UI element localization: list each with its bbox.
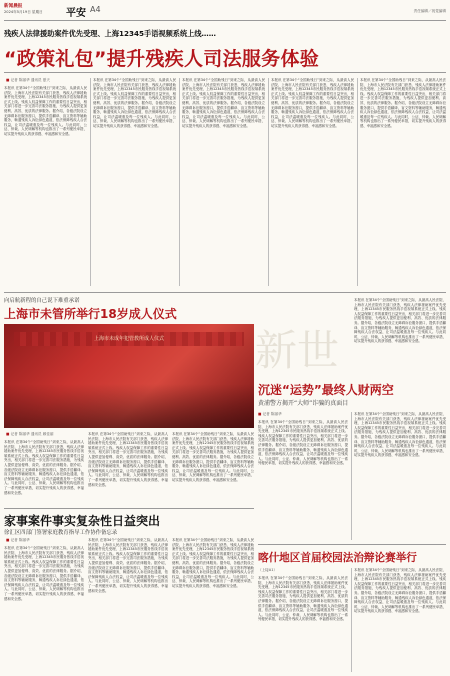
- lead-column-5: 本报讯 在第34个“全国助残日”到来之际，从最高人民法院、上海市人民法院有关部门获悉，残疾人法律援助案件优先受理，上海12345市民服务热线手语视频系统正式上线。残疾人权益保障工作的重要性日益突出，相关部门将进一步完善司法服务措施，为残疾人提供更加便利、高效、优质的法律服务。据介绍，各级法院设立无障碍诉讼服务窗口，提供手语翻译、盲文资料等辅助服务，畅通残疾人诉讼绿色通道，依法保障残疾人合法权益，让司法温暖惠及每一位残疾人。与此同时，公证、仲裁、人民调解等机构也推出了一系列便民举措，切实提升残疾人的获得感、幸福感和安全感。: [360, 78, 446, 128]
- story4-column-1: 本报讯 在第34个“全国助残日”到来之际，从最高人民法院、上海市人民法院有关部门获悉，残疾人法律援助案件优先受理，上海12345市民服务热线手语视频系统正式上线。残疾人权益保障工作的重要性日益突出，相关部门将进一步完善司法服务措施，为残疾人提供更加便利、高效、优质的法律服务。据介绍，各级法院设立无障碍诉讼服务窗口，提供手语翻译、盲文资料等辅助服务，畅通残疾人诉讼绿色通道，依法保障残疾人合法权益，让司法温暖惠及每一位残疾人。与此同时，公证、仲裁、人民调解等机构也推出了一系列便民举措，切实提升残疾人的获得感、幸福感和安全感。: [4, 546, 84, 601]
- story2-column-3: 本报讯 在第34个“全国助残日”到来之际，从最高人民法院、上海市人民法院有关部门获悉，残疾人法律援助案件优先受理，上海12345市民服务热线手语视频系统正式上线。残疾人权益保障工作的重要性日益突出，相关部门将进一步完善司法服务措施，为残疾人提供更加便利、高效、优质的法律服务。据介绍，各级法院设立无障碍诉讼服务窗口，提供手语翻译、盲文资料等辅助服务，畅通残疾人诉讼绿色通道，依法保障残疾人合法权益，让司法温暖惠及每一位残疾人。与此同时，公证、仲裁、人民调解等机构也推出了一系列便民举措，切实提升残疾人的获得感、幸福感和安全感。: [172, 432, 254, 482]
- story2-headline: 上海市未管所举行18岁成人仪式: [4, 307, 177, 321]
- section-name: 平安: [66, 8, 86, 19]
- story5-headline: 喀什地区首届校园法治辩论赛举行: [258, 552, 417, 564]
- column-divider: [90, 78, 91, 286]
- story2-column-1: 本报讯 在第34个“全国助残日”到来之际，从最高人民法院、上海市人民法院有关部门获悉，残疾人法律援助案件优先受理，上海12345市民服务热线手语视频系统正式上线。残疾人权益保障工作的重要性日益突出，相关部门将进一步完善司法服务措施，为残疾人提供更加便利、高效、优质的法律服务。据介绍，各级法院设立无障碍诉讼服务窗口，提供手语翻译、盲文资料等辅助服务，畅通残疾人诉讼绿色通道，依法保障残疾人合法权益，让司法温暖惠及每一位残疾人。与此同时，公证、仲裁、人民调解等机构也推出了一系列便民举措，切实提升残疾人的获得感、幸福感和安全感。: [4, 440, 84, 495]
- masthead-rule: [4, 20, 446, 21]
- section-rule: [4, 292, 446, 293]
- lead-column-3: 本报讯 在第34个“全国助残日”到来之际，从最高人民法院、上海市人民法院有关部门获悉，残疾人法律援助案件优先受理，上海12345市民服务热线手语视频系统正式上线。残疾人权益保障工作的重要性日益突出，相关部门将进一步完善司法服务措施，为残疾人提供更加便利、高效、优质的法律服务。据介绍，各级法院设立无障碍诉讼服务窗口，提供手语翻译、盲文资料等辅助服务，畅通残疾人诉讼绿色通道，依法保障残疾人合法权益，让司法温暖惠及每一位残疾人。与此同时，公证、仲裁、人民调解等机构也推出了一系列便民举措，切实提升残疾人的获得感、幸福感和安全感。: [182, 78, 265, 128]
- story5-column-2: 本报讯 在第34个“全国助残日”到来之际，从最高人民法院、上海市人民法院有关部门获悉，残疾人法律援助案件优先受理，上海12345市民服务热线手语视频系统正式上线。残疾人权益保障工作的重要性日益突出，相关部门将进一步完善司法服务措施，为残疾人提供更加便利、高效、优质的法律服务。据介绍，各级法院设立无障碍诉讼服务窗口，提供手语翻译、盲文资料等辅助服务，畅通残疾人诉讼绿色通道，依法保障残疾人合法权益，让司法温暖惠及每一位残疾人。与此同时，公证、仲裁、人民调解等机构也推出了一系列便民举措，切实提升残疾人的获得感、幸福感和安全感。: [354, 568, 446, 614]
- byline-marker: ■: [6, 78, 10, 82]
- story4-subhead: 徐汇区四部门签署家庭教育指导工作协作备忘录: [4, 530, 118, 536]
- column-divider: [179, 78, 180, 286]
- story3-subhead: 黄浦警方揭开“大师”诈骗的真面目: [258, 400, 349, 407]
- lead-column-2: 本报讯 在第34个“全国助残日”到来之际，从最高人民法院、上海市人民法院有关部门获悉，残疾人法律援助案件优先受理，上海12345市民服务热线手语视频系统正式上线。残疾人权益保障工作的重要性日益突出，相关部门将进一步完善司法服务措施，为残疾人提供更加便利、高效、优质的法律服务。据介绍，各级法院设立无障碍诉讼服务窗口，提供手语翻译、盲文资料等辅助服务，畅通残疾人诉讼绿色通道，依法保障残疾人合法权益，让司法温暖惠及每一位残疾人。与此同时，公证、仲裁、人民调解等机构也推出了一系列便民举措，切实提升残疾人的获得感、幸福感和安全感。: [93, 78, 176, 128]
- byline-marker: ■: [258, 412, 262, 416]
- issue-date: 2024年5月19日 星期日: [4, 10, 43, 14]
- column-divider: [268, 78, 269, 286]
- story3-column-2: 本报讯 在第34个“全国助残日”到来之际，从最高人民法院、上海市人民法院有关部门获悉，残疾人法律援助案件优先受理，上海12345市民服务热线手语视频系统正式上线。残疾人权益保障工作的重要性日益突出，相关部门将进一步完善司法服务措施，为残疾人提供更加便利、高效、优质的法律服务。据介绍，各级法院设立无障碍诉讼服务窗口，提供手语翻译、盲文资料等辅助服务，畅通残疾人诉讼绿色通道，依法保障残疾人合法权益，让司法温暖惠及每一位残疾人。与此同时，公证、仲裁、人民调解等机构也推出了一系列便民举措，切实提升残疾人的获得感、幸福感和安全感。: [354, 412, 446, 458]
- lead-column-1: 本报讯 在第34个“全国助残日”到来之际，从最高人民法院、上海市人民法院有关部门获悉，残疾人法律援助案件优先受理，上海12345市民服务热线手语视频系统正式上线。残疾人权益保障工作的重要性日益突出，相关部门将进一步完善司法服务措施，为残疾人提供更加便利、高效、优质的法律服务。据介绍，各级法院设立无障碍诉讼服务窗口，提供手语翻译、盲文资料等辅助服务，畅通残疾人诉讼绿色通道，依法保障残疾人合法权益，让司法温暖惠及每一位残疾人。与此同时，公证、仲裁、人民调解等机构也推出了一系列便民举措，切实提升残疾人的获得感、幸福感和安全感。: [4, 86, 87, 136]
- section-rule: [4, 508, 254, 509]
- column-divider: [351, 412, 352, 540]
- story3-byline: [258, 412, 282, 417]
- story2-byline-text: 记者 陈丽华 通讯员 顾佳丽: [10, 432, 54, 436]
- story2-kicker: 向启航新程的自己说下难重承诺: [4, 298, 80, 304]
- story4-column-3: 本报讯 在第34个“全国助残日”到来之际，从最高人民法院、上海市人民法院有关部门获悉，残疾人法律援助案件优先受理，上海12345市民服务热线手语视频系统正式上线。残疾人权益保障工作的重要性日益突出，相关部门将进一步完善司法服务措施，为残疾人提供更加便利、高效、优质的法律服务。据介绍，各级法院设立无障碍诉讼服务窗口，提供手语翻译、盲文资料等辅助服务，畅通残疾人诉讼绿色通道，依法保障残疾人合法权益，让司法温暖惠及每一位残疾人。与此同时，公证、仲裁、人民调解等机构也推出了一系列便民举措，切实提升残疾人的获得感、幸福感和安全感。: [172, 538, 254, 588]
- story3-column-1: 本报讯 在第34个“全国助残日”到来之际，从最高人民法院、上海市人民法院有关部门获悉，残疾人法律援助案件优先受理，上海12345市民服务热线手语视频系统正式上线。残疾人权益保障工作的重要性日益突出，相关部门将进一步完善司法服务措施，为残疾人提供更加便利、高效、优质的法律服务。据介绍，各级法院设立无障碍诉讼服务窗口，提供手语翻译、盲文资料等辅助服务，畅通残疾人诉讼绿色通道，依法保障残疾人合法权益，让司法温暖惠及每一位残疾人。与此同时，公证、仲裁、人民调解等机构也推出了一系列便民举措，切实提升残疾人的获得感、幸福感和安全感。: [258, 420, 348, 466]
- lead-rule: [4, 72, 446, 73]
- story3-top-right: 本报讯 在第34个“全国助残日”到来之际，从最高人民法院、上海市人民法院有关部门获悉，残疾人法律援助案件优先受理，上海12345市民服务热线手语视频系统正式上线。残疾人权益保障工作的重要性日益突出，相关部门将进一步完善司法服务措施，为残疾人提供更加便利、高效、优质的法律服务。据介绍，各级法院设立无障碍诉讼服务窗口，提供手语翻译、盲文资料等辅助服务，畅通残疾人诉讼绿色通道，依法保障残疾人合法权益，让司法温暖惠及每一位残疾人。与此同时，公证、仲裁、人民调解等机构也推出了一系列便民举措，切实提升残疾人的获得感、幸福感和安全感。: [354, 298, 446, 344]
- photo-crowd: [4, 384, 254, 428]
- story2-byline: [6, 432, 54, 437]
- byline-marker: ■: [6, 538, 10, 542]
- paper-name: 新闻晨报: [4, 4, 23, 9]
- story2-photo: [4, 324, 254, 428]
- lead-byline-text: 记者 陈丽华 通讯员 夏天: [10, 78, 50, 82]
- lead-column-4: 本报讯 在第34个“全国助残日”到来之际，从最高人民法院、上海市人民法院有关部门获悉，残疾人法律援助案件优先受理，上海12345市民服务热线手语视频系统正式上线。残疾人权益保障工作的重要性日益突出，相关部门将进一步完善司法服务措施，为残疾人提供更加便利、高效、优质的法律服务。据介绍，各级法院设立无障碍诉讼服务窗口，提供手语翻译、盲文资料等辅助服务，畅通残疾人诉讼绿色通道，依法保障残疾人合法权益，让司法温暖惠及每一位残疾人。与此同时，公证、仲裁、人民调解等机构也推出了一系列便民举措，切实提升残疾人的获得感、幸福感和安全感。: [271, 78, 354, 128]
- story5-byline: （上接A1）: [258, 568, 278, 572]
- lead-byline: [6, 78, 50, 83]
- editor-credits: 责任编辑／视觉编辑: [413, 9, 446, 13]
- masthead: [4, 3, 446, 19]
- byline-marker: ■: [6, 432, 10, 436]
- lead-headline: “政策礼包”提升残疾人司法服务体验: [4, 48, 320, 70]
- photo-banner-text: 上海市未成年犯管教所成人仪式: [93, 336, 164, 342]
- column-divider: [357, 78, 358, 286]
- lead-kicker: 残疾人法律援助案件优先受理、上海12345手语视频系统上线……: [4, 29, 216, 38]
- section-rule: [258, 544, 446, 545]
- story5-column-1: 本报讯 在第34个“全国助残日”到来之际，从最高人民法院、上海市人民法院有关部门获悉，残疾人法律援助案件优先受理，上海12345市民服务热线手语视频系统正式上线。残疾人权益保障工作的重要性日益突出，相关部门将进一步完善司法服务措施，为残疾人提供更加便利、高效、优质的法律服务。据介绍，各级法院设立无障碍诉讼服务窗口，提供手语翻译、盲文资料等辅助服务，畅通残疾人诉讼绿色通道，依法保障残疾人合法权益，让司法温暖惠及每一位残疾人。与此同时，公证、仲裁、人民调解等机构也推出了一系列便民举措，切实提升残疾人的获得感、幸福感和安全感。: [258, 576, 348, 622]
- watermark: 新世: [255, 326, 340, 375]
- story3-headline: 沉迷“运势”最终人财两空: [258, 383, 394, 397]
- story2-column-2: 本报讯 在第34个“全国助残日”到来之际，从最高人民法院、上海市人民法院有关部门获悉，残疾人法律援助案件优先受理，上海12345市民服务热线手语视频系统正式上线。残疾人权益保障工作的重要性日益突出，相关部门将进一步完善司法服务措施，为残疾人提供更加便利、高效、优质的法律服务。据介绍，各级法院设立无障碍诉讼服务窗口，提供手语翻译、盲文资料等辅助服务，畅通残疾人诉讼绿色通道，依法保障残疾人合法权益，让司法温暖惠及每一位残疾人。与此同时，公证、仲裁、人民调解等机构也推出了一系列便民举措，切实提升残疾人的获得感、幸福感和安全感。: [88, 432, 168, 487]
- story4-column-2: 本报讯 在第34个“全国助残日”到来之际，从最高人民法院、上海市人民法院有关部门获悉，残疾人法律援助案件优先受理，上海12345市民服务热线手语视频系统正式上线。残疾人权益保障工作的重要性日益突出，相关部门将进一步完善司法服务措施，为残疾人提供更加便利、高效、优质的法律服务。据介绍，各级法院设立无障碍诉讼服务窗口，提供手语翻译、盲文资料等辅助服务，畅通残疾人诉讼绿色通道，依法保障残疾人合法权益，让司法温暖惠及每一位残疾人。与此同时，公证、仲裁、人民调解等机构也推出了一系列便民举措，切实提升残疾人的获得感、幸福感和安全感。: [88, 538, 168, 593]
- page-number: A4: [90, 5, 101, 14]
- story4-byline-text: 记者 陈丽华: [10, 538, 30, 542]
- story4-headline: 家事案件事实复杂性日益突出: [4, 514, 161, 528]
- story4-byline: [6, 538, 30, 543]
- column-divider: [351, 568, 352, 672]
- story3-byline-text: 记者 陈丽华: [262, 412, 282, 416]
